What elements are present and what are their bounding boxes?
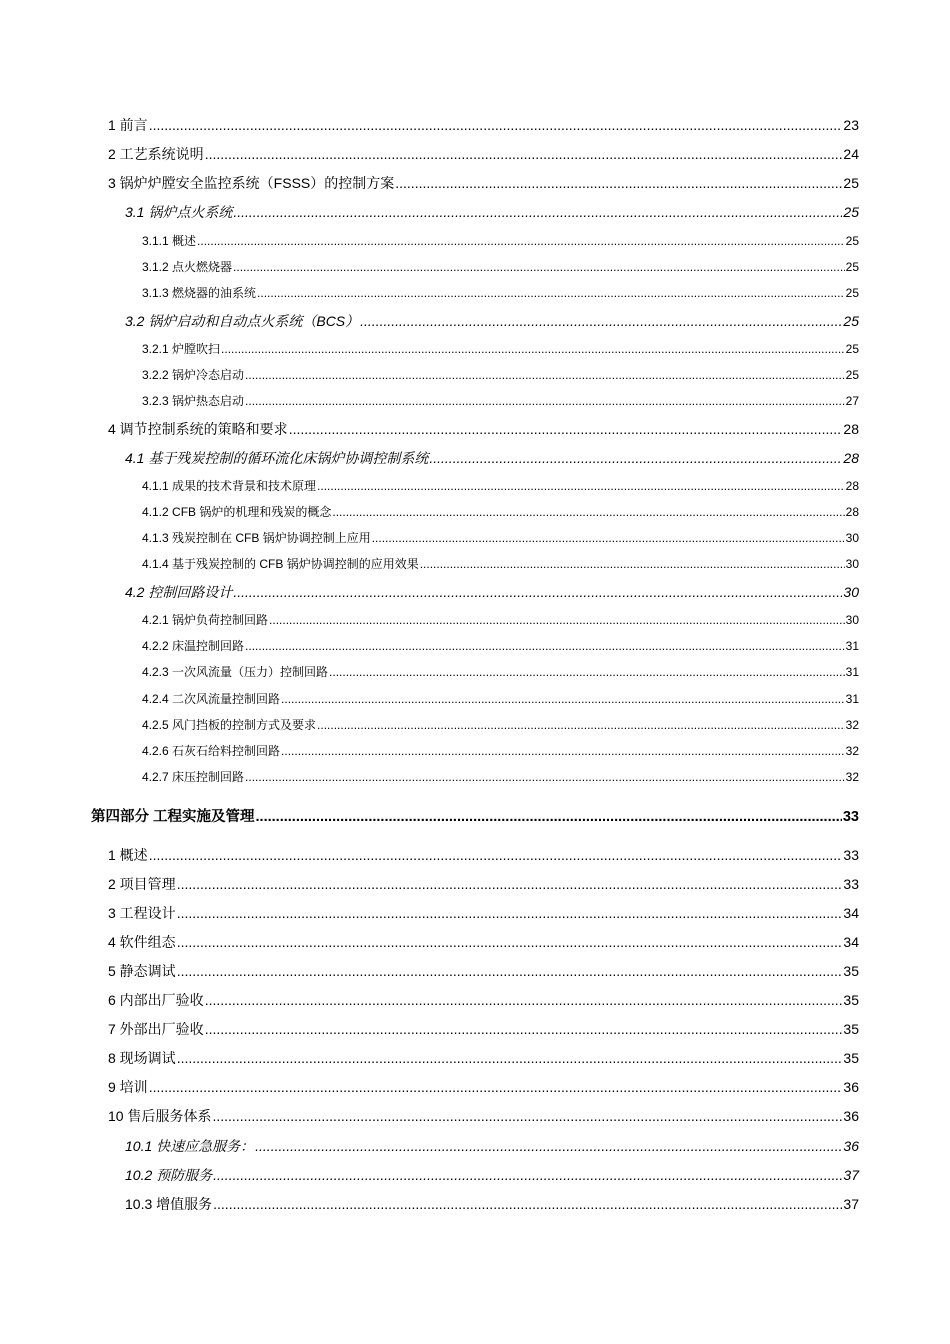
toc-entry-page: 28 xyxy=(845,505,859,519)
toc-entry-title: 3 工程设计 xyxy=(108,905,176,921)
toc-entry[interactable] xyxy=(142,555,859,572)
toc-entry[interactable] xyxy=(142,366,859,383)
toc-entry-page: 36 xyxy=(843,1138,859,1154)
dot-leader xyxy=(177,1050,843,1066)
toc-entry-page: 33 xyxy=(843,876,859,892)
toc-entry[interactable] xyxy=(125,1194,859,1214)
toc-entry[interactable] xyxy=(142,637,859,654)
dot-leader xyxy=(233,204,842,220)
toc-entry-page: 31 xyxy=(845,692,859,706)
toc-entry-page: 32 xyxy=(845,718,859,732)
toc-entry-title: 4.2 控制回路设计 xyxy=(125,584,233,600)
toc-entry-title: 4.2.3 一次风流量（压力）控制回路 xyxy=(142,665,329,679)
toc-entry[interactable] xyxy=(142,477,859,494)
toc-entry-page: 34 xyxy=(843,905,859,921)
toc-entry-page: 25 xyxy=(843,204,859,220)
dot-leader xyxy=(205,1021,843,1037)
toc-entry-title: 3 锅炉炉膛安全监控系统（FSSS）的控制方案 xyxy=(108,175,395,191)
dot-leader xyxy=(372,531,845,545)
toc-entry-title: 10 售后服务体系 xyxy=(108,1108,212,1124)
toc-entry[interactable] xyxy=(142,284,859,301)
toc-entry[interactable] xyxy=(142,716,859,733)
dot-leader xyxy=(177,876,843,892)
toc-entry[interactable] xyxy=(108,845,859,865)
dot-leader xyxy=(395,175,842,191)
dot-leader xyxy=(233,260,845,274)
toc-entry-title: 4.1.2 CFB 锅炉的机理和残炭的概念 xyxy=(142,505,332,519)
toc-entry-title: 10.3 增值服务 xyxy=(125,1196,213,1212)
toc-entry[interactable] xyxy=(142,340,859,357)
dot-leader xyxy=(213,1196,842,1212)
toc-entry-page: 35 xyxy=(843,1050,859,1066)
toc-entry-page: 33 xyxy=(843,847,859,863)
dot-leader xyxy=(245,368,845,382)
toc-entry[interactable] xyxy=(142,768,859,785)
dot-leader xyxy=(245,394,845,408)
toc-entry-page: 35 xyxy=(843,1021,859,1037)
dot-leader xyxy=(360,313,842,329)
toc-entry-page: 25 xyxy=(845,342,859,356)
toc-entry[interactable] xyxy=(108,903,859,923)
toc-entry-page: 32 xyxy=(845,744,859,758)
toc-entry[interactable] xyxy=(142,611,859,628)
toc-entry[interactable] xyxy=(125,311,859,331)
toc-entry-page: 25 xyxy=(845,234,859,248)
toc-entry-page: 35 xyxy=(843,963,859,979)
dot-leader xyxy=(255,1138,842,1154)
dot-leader xyxy=(329,665,845,679)
toc-entry-page: 25 xyxy=(845,260,859,274)
toc-entry-title: 7 外部出厂验收 xyxy=(108,1021,204,1037)
dot-leader xyxy=(221,342,845,356)
toc-entry-title: 3.1.3 燃烧器的油系统 xyxy=(142,286,257,300)
toc-entry-page: 25 xyxy=(843,175,859,191)
dot-leader xyxy=(149,847,843,863)
toc-entry-title: 9 培训 xyxy=(108,1079,148,1095)
toc-entry[interactable] xyxy=(108,419,859,439)
toc-entry-page: 28 xyxy=(845,479,859,493)
dot-leader xyxy=(149,117,843,133)
toc-entry-page: 36 xyxy=(843,1108,859,1124)
toc-entry-page: 25 xyxy=(843,313,859,329)
toc-entry[interactable] xyxy=(125,1165,859,1185)
toc-entry-page: 35 xyxy=(843,992,859,1008)
toc-entry-title: 4.1 基于残炭控制的循环流化床锅炉协调控制系统 xyxy=(125,450,429,466)
toc-entry-page: 28 xyxy=(843,450,859,466)
dot-leader xyxy=(332,505,844,519)
toc-entry-page: 30 xyxy=(845,531,859,545)
dot-leader xyxy=(429,450,842,466)
toc-entry-page: 32 xyxy=(845,770,859,784)
dot-leader xyxy=(205,992,843,1008)
toc-entry[interactable] xyxy=(142,392,859,409)
toc-entry-title: 第四部分 工程实施及管理 xyxy=(91,809,255,825)
toc-entry[interactable] xyxy=(142,742,859,759)
dot-leader xyxy=(205,146,843,162)
toc-entry-page: 34 xyxy=(843,934,859,950)
toc-entry-page: 30 xyxy=(843,584,859,600)
toc-entry-title: 2 工艺系统说明 xyxy=(108,146,204,162)
toc-entry-title: 3.2 锅炉启动和自动点火系统（BCS） xyxy=(125,313,360,329)
dot-leader xyxy=(177,934,843,950)
toc-entry-page: 36 xyxy=(843,1079,859,1095)
dot-leader xyxy=(257,286,845,300)
toc-entry-title: 3.1.1 概述 xyxy=(142,234,197,248)
toc-entry[interactable] xyxy=(108,990,859,1010)
toc-entry[interactable] xyxy=(108,874,859,894)
toc-entry[interactable] xyxy=(108,1019,859,1039)
toc-entry-title: 3.2.3 锅炉热态启动 xyxy=(142,394,245,408)
toc-entry-title: 4.1.1 成果的技术背景和技术原理 xyxy=(142,479,317,493)
dot-leader xyxy=(149,1079,843,1095)
toc-entry-page: 23 xyxy=(843,117,859,133)
dot-leader xyxy=(213,1167,842,1183)
toc-entry-page: 37 xyxy=(843,1196,859,1212)
toc-entry[interactable] xyxy=(125,202,859,222)
toc-entry-title: 6 内部出厂验收 xyxy=(108,992,204,1008)
toc-entry-title: 10.1 快速应急服务： xyxy=(125,1138,255,1154)
toc-entry[interactable] xyxy=(142,663,859,680)
toc-entry[interactable] xyxy=(142,529,859,546)
toc-entry-title: 3.2.2 锅炉冷态启动 xyxy=(142,368,245,382)
toc-entry[interactable] xyxy=(108,961,859,981)
toc-entry-page: 37 xyxy=(843,1167,859,1183)
dot-leader xyxy=(197,234,845,248)
toc-entry-page: 25 xyxy=(845,286,859,300)
toc-entry-title: 4.2.5 风门挡板的控制方式及要求 xyxy=(142,718,317,732)
toc-entry-title: 4 调节控制系统的策略和要求 xyxy=(108,421,288,437)
toc-entry-title: 4.2.4 二次风流量控制回路 xyxy=(142,692,281,706)
toc-entry[interactable] xyxy=(142,503,859,520)
toc-entry-title: 4 软件组态 xyxy=(108,934,176,950)
toc-entry[interactable] xyxy=(108,1048,859,1068)
toc-entry-page: 31 xyxy=(845,639,859,653)
dot-leader xyxy=(177,905,843,921)
toc-entry[interactable] xyxy=(108,932,859,952)
toc-entry-title: 5 静态调试 xyxy=(108,963,176,979)
toc-entry[interactable] xyxy=(108,144,859,164)
dot-leader xyxy=(289,421,843,437)
toc-entry[interactable] xyxy=(142,258,859,275)
toc-entry-title: 4.1.3 残炭控制在 CFB 锅炉协调控制上应用 xyxy=(142,531,371,545)
dot-leader xyxy=(281,692,845,706)
toc-entry[interactable] xyxy=(108,115,859,135)
toc-entry-page: 31 xyxy=(845,665,859,679)
toc-part-heading[interactable] xyxy=(91,805,859,826)
dot-leader xyxy=(245,639,845,653)
toc-entry-title: 8 现场调试 xyxy=(108,1050,176,1066)
dot-leader xyxy=(420,557,845,571)
dot-leader xyxy=(177,963,843,979)
toc-entry[interactable] xyxy=(108,173,859,193)
dot-leader xyxy=(245,770,845,784)
toc-entry-title: 4.1.4 基于残炭控制的 CFB 锅炉协调控制的应用效果 xyxy=(142,557,419,571)
dot-leader xyxy=(233,584,842,600)
toc-entry[interactable] xyxy=(108,1106,859,1126)
toc-entry-title: 3.2.1 炉膛吹扫 xyxy=(142,342,221,356)
toc-entry-page: 24 xyxy=(843,146,859,162)
toc-entry-page: 30 xyxy=(845,557,859,571)
toc-entry[interactable] xyxy=(142,690,859,707)
toc-entry-title: 3.1 锅炉点火系统 xyxy=(125,204,233,220)
toc-entry-title: 10.2 预防服务 xyxy=(125,1167,213,1183)
dot-leader xyxy=(317,718,845,732)
toc-entry-page: 33 xyxy=(842,809,859,825)
toc-entry-page: 30 xyxy=(845,613,859,627)
toc-entry-title: 4.2.2 床温控制回路 xyxy=(142,639,245,653)
dot-leader xyxy=(317,479,845,493)
toc-entry-page: 25 xyxy=(845,368,859,382)
toc-entry-title: 4.2.6 石灰石给料控制回路 xyxy=(142,744,281,758)
toc-entry[interactable] xyxy=(125,582,859,602)
toc-entry-page: 28 xyxy=(843,421,859,437)
toc-entry-title: 4.2.7 床压控制回路 xyxy=(142,770,245,784)
toc-entry-title: 1 概述 xyxy=(108,847,148,863)
dot-leader xyxy=(281,744,845,758)
toc-entry[interactable] xyxy=(125,448,859,468)
toc-entry-title: 3.1.2 点火燃烧器 xyxy=(142,260,233,274)
toc-entry-title: 1 前言 xyxy=(108,117,148,133)
toc-entry[interactable] xyxy=(108,1077,859,1097)
toc-entry[interactable] xyxy=(125,1136,859,1156)
dot-leader xyxy=(269,613,845,627)
toc-entry-title: 2 项目管理 xyxy=(108,876,176,892)
dot-leader xyxy=(212,1108,842,1124)
toc-entry-title: 4.2.1 锅炉负荷控制回路 xyxy=(142,613,269,627)
toc-entry-page: 27 xyxy=(845,394,859,408)
dot-leader xyxy=(256,809,842,825)
toc-entry[interactable] xyxy=(142,232,859,249)
